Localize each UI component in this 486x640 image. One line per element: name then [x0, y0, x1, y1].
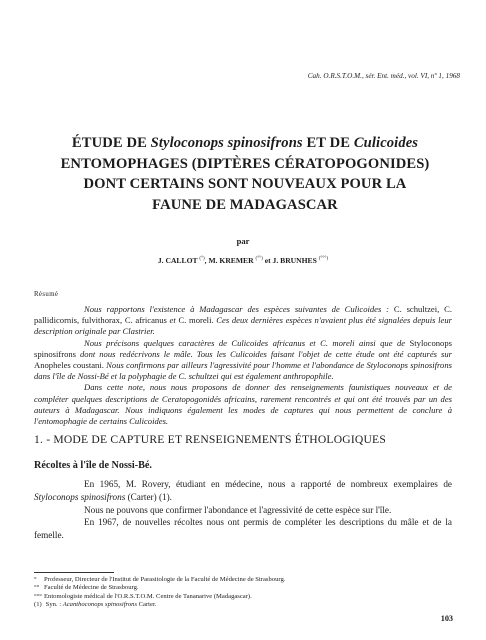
abstract-paragraph: Nous précisons quelques caractères de Culicoides africanus et C. moreli ainsi que de Styloconops spinosifrons dont nous redécrivons le mâle. Tous les Culicoides faisant l'objet de cette étude ont été capturés sur Anopheles coustani. Nous confirmons par ailleurs l'agressivité pour l'homme et l'abondance de Styloconops spinosifrons dans l'île de Nossi-Bé et la polyphagie de C. schultzei qui est également anthropophile. [34, 337, 452, 382]
author-mark: (°°) [255, 256, 263, 262]
abstract [34, 304, 452, 427]
body-paragraph: Nous ne pouvons que confirmer l'abondance et l'agressivité de cette espèce sur l'île. [84, 504, 392, 515]
footnote-divider [34, 572, 114, 573]
author-mark: (°) [199, 256, 205, 262]
footnote: (1) Syn. : Acanthoconops spinosifrons Carter. [34, 601, 157, 609]
footnote: °° Faculté de Médecine de Strasbourg. [34, 584, 139, 592]
title-line-4: FAUNE DE MADAGASCAR [152, 196, 338, 213]
body-paragraph: En 1967, de nouvelles récoltes nous ont permis de compléter les descriptions du mâle et de la femelle. [34, 517, 452, 541]
abstract-paragraph: Nous rapportons l'existence à Madagascar des espèces suivantes de Culicoides : C. schultzei, C. pallidicornis, fulvithorax, C. africanus et C. moreli. Ces deux dernières espèces n'avaient plus été signalées depuis leur description originale par Clastrier. [34, 304, 452, 337]
body-text [34, 478, 452, 542]
title-line-2: ENTOMOPHAGES (DIPTÈRES CÉRATOPOGONIDES) [60, 155, 430, 172]
footnote: °°° Entomologiste médical de l'O.R.S.T.O.M. Centre de Tananarive (Madagascar). [34, 592, 252, 600]
section-heading: 1. - MODE DE CAPTURE ET RENSEIGNEMENTS ÉTHOLOGIQUES [34, 433, 386, 446]
title-line-3: DONT CERTAINS SONT NOUVEAUX POUR LA [83, 176, 407, 192]
resume-heading: Résumé [34, 291, 59, 298]
footnotes [34, 576, 452, 610]
by-label: par [236, 236, 250, 246]
body-paragraph: En 1965, M. Rovery, étudiant en médecine, nous a rapporté de nombreux exemplaires de Styloconops spinosifrons (Carter) (1). [34, 479, 452, 502]
author-mark: (°°°) [318, 256, 329, 262]
article-title [30, 133, 460, 215]
subsection-heading: Récoltes à l'île de Nossi-Bé. [34, 460, 152, 471]
title-line-1: ÉTUDE DE Styloconops spinosifrons ET DE Culicoides [71, 135, 419, 151]
journal-header: Cah. O.R.S.T.O.M., sér. Ent. méd., vol. VI, nº 1, 1968 [307, 72, 460, 80]
abstract-paragraph: Dans cette note, nous nous proposons de donner des renseignements faunistiques nouveaux et de compléter quelques descriptions de Ceratopogonidés africains, rarement rencontrés et qui ont été trouvés par un des auteurs à Madagascar. Nous indiquons également les modes de captures qui nous permettent de conclure à l'entomophagie de certains Culicoides. [34, 382, 452, 427]
footnote: ° Professeur, Directeur de l'Institut de Parasitologie de la Faculté de Médecine de Strasbourg. [34, 576, 286, 583]
page-number: 103 [440, 614, 453, 623]
author-list: J. CALLOT (°), M. KREMER (°°) et J. BRUNHES (°°°) [157, 256, 329, 265]
